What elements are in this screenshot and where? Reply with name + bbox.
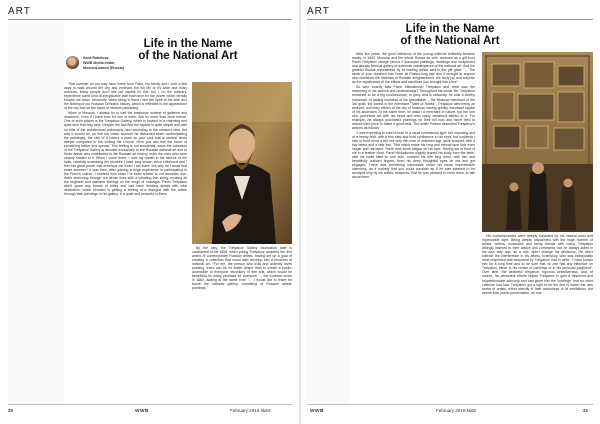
author-avatar [66, 56, 79, 69]
title-line-1: Life in the Name [405, 23, 495, 35]
paragraph: After five years, the good intentions of the young collector brilliantly became reality. In 1892, Moscow and the whole Russia as well, received as a gift from Pavel Tretyakov charge (about 2 thousand paintings, drawings and sculptures) and already famous gallery of authentic masterpieces of the national art. And the grateful Russia represented by its leading artists said to the gift giver: "... The news of your donation has flown all Russia long ago and it brought to anyone who cherishes the interests of Russian enlightenment, the lively joy and surprise as the significance of the efforts and sacrifices you brought into it live". [352, 52, 475, 85]
footer-rule [8, 404, 292, 405]
paragraph: "I was expecting to meet a man of a usual commercial type: tall, imposing and of a hearty built, with a firm step and bold confidence in his eyes, but suddenly I saw in front of me a tall, but very thin man of unknown age, quite stooped, with a tidy beard and a little thin. That which made his long and narrow face look even longer and narrower. There was some fatigue on his face. Having set in front of me in a leather chair, Pavel Mikhailovich slightly leaned his body from the table, with his head tilted to one side, crossed his thin long arms, with thin and beautifully outlined fingers, fixed his deep thoughtful eyes on me and got engaged. There was something inscrutable under his usual impenetrable calmness, as if nothing that you could consider as if he was pleased to be annoyed only by his artistic treasures, that he was pleased to show them, to talk about them". [352, 130, 475, 180]
author-org: Moscow-based (Russia) [83, 66, 124, 70]
issue-info: February 2019 №82 [436, 408, 477, 413]
paragraph: By the way, the Tretyakov Gallery foundation date is considered to be 1856, when young Tretyakov acquired the first works of contemporary Russian artists, having set up a goal of creating a collection that could later develop into a museum of national art. "For me, the person who truly and ardently loves painting, there can be no better desire than to create a public, accessible to everyone repository of fine arts, which would be beneficial for many, pleasant for everyone," – the collector wrote in 1860, adding at the same time: "... I would like to leave for future the national gallery, consisting of Russian artists' paintings." [192, 246, 292, 291]
left-margin [8, 20, 64, 404]
paragraph: When in Moscow, I always try to visit the maximum number of galleries and museums, even if I have time for one of them. But for more than once before. One of such places is the Tretyakov Gallery, which is located in a charming and quiet lane that only lane. Despite the fact that the façade is quite simple and with no frills of the architectural philosophy (and according to the creator's idea, the way it should be, so that the visitor wouldn't be distracted when contemplating the paintings), the visit of it leaves a mark on your soul that is several times deeper compared to the visiting the Louvre. Here you can feel the touch of something native and special. This feeling is not accidental, since the collection of the Tretyakov Gallery is devoted exclusively to the Russian national art and to those artists who contributed to the Russian art history, even the ones who were closely related to it. When I come there, I hold my breath in the silence of the halls, carefully examining the pictures I have long known since childhood and I feel this great power that envelops me when I am there, but why do I recall that exact summer? It was then, after gaining a huge experience in participating in the French culture, I realized how close I've been related to our domestic one, that's stretching through our whole lives with a vibrating thin string, evoking all the brightest and warmest feelings on the verge of nostalgia. Pavel Tretyakov didn't spare any breath or trifles and had been thinking ahead with total dedication, which resulted in getting a feeling of a dialogue with the artists through their paintings in his gallery. It is quiet and peaceful in there. [64, 111, 187, 197]
gallery-painting-image [482, 52, 593, 232]
tretyakov-portrait-illustration [192, 82, 292, 244]
issue-info: February 2019 №82 [230, 408, 271, 413]
section-label: ART [8, 6, 31, 17]
portrait-painting-image [192, 82, 292, 244]
article-column-2 [482, 234, 593, 352]
magazine-logo: WWB [310, 409, 325, 414]
right-page [300, 0, 600, 424]
magazine-logo: WWB [135, 409, 150, 414]
page-number: 20 [8, 408, 14, 413]
article-column-1 [64, 82, 187, 392]
title-line-2: of the National Art [138, 50, 238, 62]
paragraph: That summer on our way back home from Paris, my family and I took a few days to walk around the city and embrace the full life of it's wide and noisy avenues. Many people don't like our capital for this, but I, on the contrary, experience some kind of inexplicable awe each time for the power which literally knocks me down. Moreover, when being in there I feel the spirit of the time and the flowing of our Russian Orthodox history, which is reflected in the appearance of the city and on the faces of random passersby. [64, 82, 187, 111]
gallery-interior-illustration [482, 52, 593, 232]
article-column-1 [352, 52, 475, 404]
author-byline [83, 56, 203, 71]
paragraph: His contemporaries were deeply surprised by his natural mind and impeccable style. Being deeply acquainted with the huge number of artists, writers, musicians and being friends with many, Tretyakov willingly listened to their advice and comments, but he always acted in his own way and, as a rule, didn't change his decisions. He didn't tolerate the interference in his affairs. Kramskoy, who was indisputably most respected and welcomed by Tretyakov, had to write: "I have known him for a long time and to be sure that no one has any influence on Tretyakov, either in his choice of paintings or in his personal judgment". Over time, the aesthetic elegance, rigorous selectiveness, and, of course, his persistent efforts helped Tretyakov to gain a deserved and unquestionable authority and had given him the "privilege" that no other collector had had: Tretyakov got a right to be the first to watch the new works of artists, either directly in their workshops or at exhibitions, but before their public presentation, as one. [482, 234, 593, 295]
page-number: 21 [583, 408, 589, 413]
author-name: Ilona Rakolova [83, 56, 109, 60]
title-line-1: Life in the Name [143, 38, 233, 50]
right-margin [307, 20, 349, 404]
article-title [350, 23, 550, 47]
header-rule [8, 19, 292, 20]
author-role: WWB Media editor, [83, 61, 116, 65]
section-label: ART [307, 6, 330, 17]
title-line-2: of the National Art [400, 35, 500, 47]
footer-rule [307, 404, 593, 405]
header-rule [307, 19, 593, 20]
article-column-2 [192, 246, 292, 389]
paragraph: So who exactly was Pavel Mikhailovich Tretyakov and what was the reasoning in his actions and undertakings? Throughout his whole life, Tretyakov remained to be a big businessman, in glory and in obscurity, he was a worthy successor of trading business of his grandfather – the Moscow merchant of the 3rd guild, the lowest in the merchant "Table of Ranks". Tretyakov died being an eminent, honorary citizen of the city of Moscow, having greatly increased capital of his ancestors. At the same time, he wasn't a merchant in nature, but the one who perceived art with his heart and who really remained faithful to it. For example, he always purchased paintings for their full cost and never tried to reduce their price to make a good deal. The writer Polevoi describes Tretyakov's actions as follows: [352, 85, 475, 130]
